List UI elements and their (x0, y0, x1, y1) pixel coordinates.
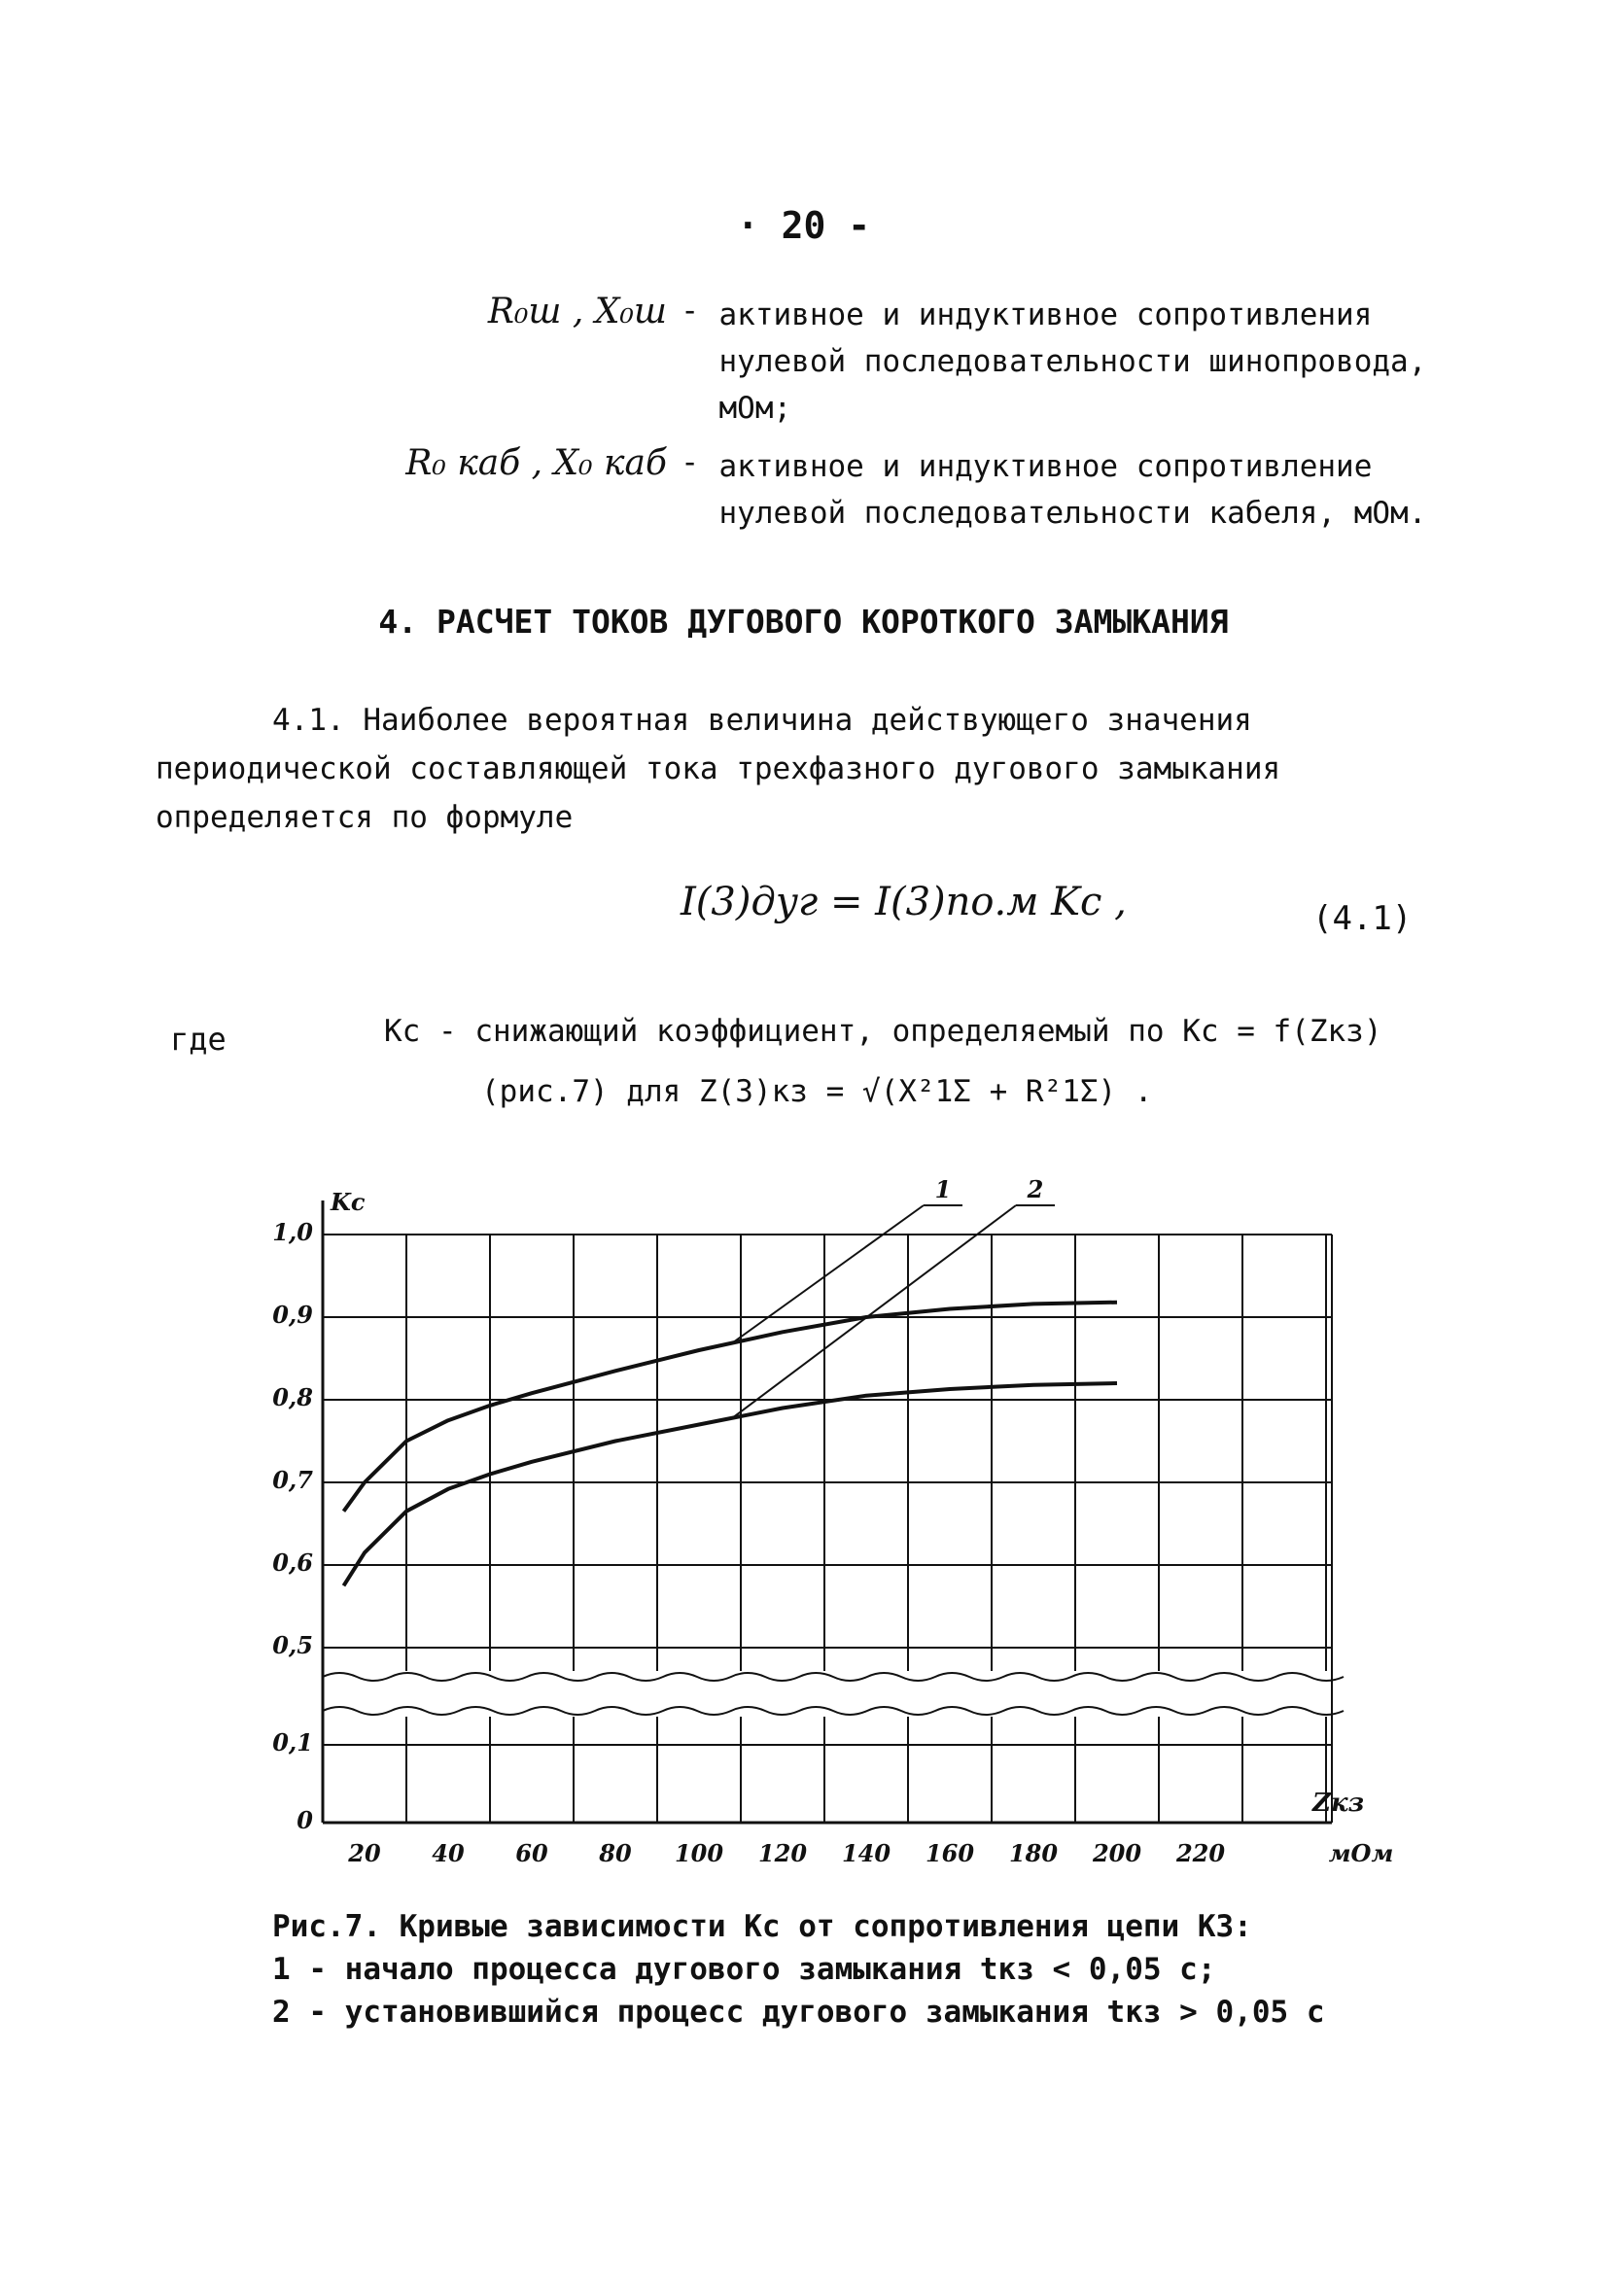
y-tick-label: 0,6 (272, 1548, 313, 1577)
x-tick-label: 140 (841, 1839, 891, 1867)
x-tick-label: 40 (432, 1839, 465, 1867)
y-tick-label: 0,1 (272, 1728, 313, 1757)
definition-item (350, 292, 1468, 432)
x-tick-label: 80 (599, 1839, 632, 1867)
series-label-1: 1 (934, 1175, 952, 1203)
x-tick-label: 160 (925, 1839, 975, 1867)
y-tick-label: 0 (297, 1806, 313, 1834)
definition-dash: - (680, 443, 700, 480)
caption-line-3: 2 - установившийся процесс дугового замыкания tкз > 0,05 с (272, 1995, 1325, 2030)
body-paragraph (156, 696, 1439, 842)
paragraph-text: 4.1. Наиболее вероятная величина действующего значения периодической составляющей тока трехфазного дугового замыкания определяется по формуле (156, 703, 1281, 835)
definition-item (350, 443, 1468, 537)
y-tick-label: 0,9 (272, 1301, 313, 1329)
definition-symbol: R₀ каб , X₀ каб (405, 443, 667, 483)
series-line-2 (344, 1383, 1118, 1585)
axis-break-mask (325, 1671, 1330, 1717)
definitions-list (350, 292, 1468, 548)
series-line-1 (344, 1303, 1118, 1512)
formula-number: (4.1) (1312, 899, 1413, 938)
page-number: · 20 - (736, 204, 871, 247)
where-line-1: Kc - снижающий коэффициент, определяемый по Kc = f(Zкз) (384, 1014, 1382, 1049)
definition-text: активное и индуктивное сопротивление нулевой последовательности кабеля, мОм. (718, 449, 1427, 531)
y-tick-label: 1,0 (272, 1218, 313, 1246)
section-title: 4. РАСЧЕТ ТОКОВ ДУГОВОГО КОРОТКОГО ЗАМЫКАНИЯ (378, 603, 1229, 641)
where-line-2: (рис.7) для Z(3)кз = √(X²1Σ + R²1Σ) . (481, 1074, 1153, 1109)
caption-line-2: 1 - начало процесса дугового замыкания tкз < 0,05 с; (272, 1952, 1216, 1987)
figure-caption (272, 1905, 1517, 2034)
where-label: где (170, 1021, 227, 1058)
x-unit-label: мОм (1328, 1839, 1394, 1867)
x-tick-label: 100 (674, 1839, 724, 1867)
x-tick-label: 180 (1008, 1839, 1059, 1867)
x-axis-label: Zкз (1312, 1789, 1365, 1818)
x-tick-label: 200 (1092, 1839, 1142, 1867)
y-tick-label: 0,7 (272, 1466, 313, 1494)
where-definition (384, 1001, 1453, 1122)
definition-symbol: R₀ш , X₀ш (487, 292, 667, 331)
formula: I(3)дуг = I(3)по.м Kc , (681, 880, 1127, 924)
caption-line-1: Рис.7. Кривые зависимости Kc от сопротивления цепи КЗ: (272, 1909, 1252, 1944)
definition-dash: - (680, 292, 700, 329)
y-tick-label: 0,5 (272, 1631, 313, 1659)
y-axis-label: Kc (331, 1188, 366, 1216)
series-label-2: 2 (1027, 1175, 1044, 1203)
x-tick-label: 60 (515, 1839, 548, 1867)
y-tick-label: 0,8 (272, 1383, 313, 1411)
kc-chart (272, 1175, 1429, 1867)
x-tick-label: 120 (757, 1839, 808, 1867)
x-tick-label: 20 (348, 1839, 381, 1867)
definition-text: активное и индуктивное сопротивления нулевой последовательности шинопровода, мОм; (718, 297, 1427, 426)
x-tick-label: 220 (1175, 1839, 1226, 1867)
